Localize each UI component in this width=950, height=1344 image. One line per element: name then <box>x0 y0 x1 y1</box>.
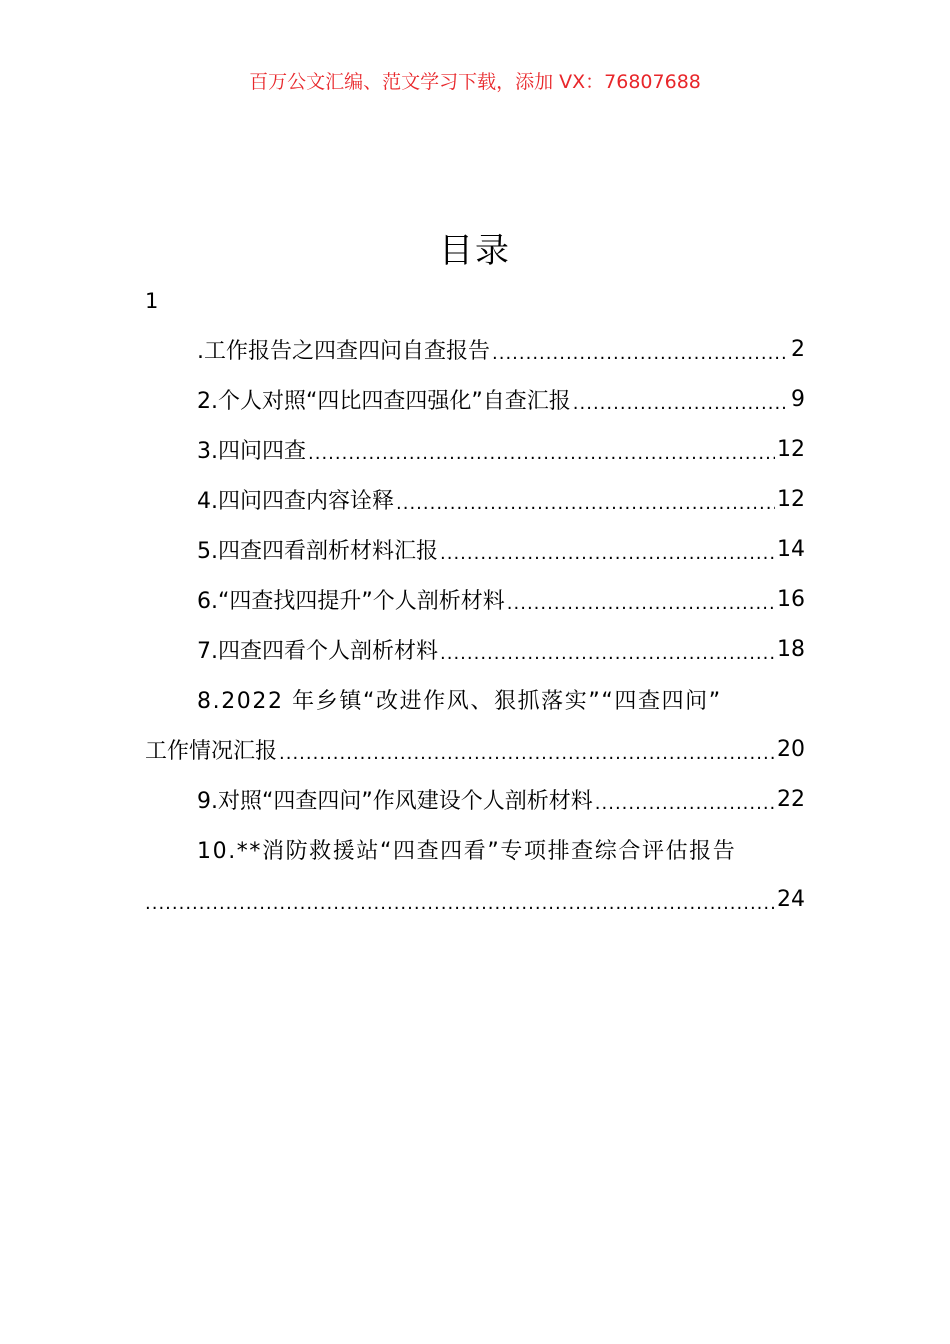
toc-entry-text: 8.2022 年乡镇“改进作风、狠抓落实”“四查四问” <box>197 688 722 714</box>
toc-entry-3[interactable] <box>145 424 805 474</box>
toc-entry-9[interactable] <box>145 774 805 824</box>
toc-dot-leader <box>396 493 775 514</box>
toc-page-number: 9 <box>791 386 805 412</box>
header-ad-note: 百万公文汇编、范文学习下载，添加 VX：76807688 <box>249 71 701 93</box>
toc-page-number: 12 <box>777 486 805 512</box>
toc-dot-leader <box>308 443 775 464</box>
toc-entry-7[interactable] <box>145 624 805 674</box>
toc-page-number: 2 <box>791 336 805 362</box>
toc-entry-text: 4.四问四查内容诠释 <box>197 488 394 514</box>
toc-entry-6[interactable] <box>145 574 805 624</box>
toc-entry-text: 6.“四查找四提升”个人剖析材料 <box>197 588 505 614</box>
table-of-contents <box>145 324 805 924</box>
toc-dot-leader <box>573 393 789 414</box>
toc-entry-text: .工作报告之四查四问自查报告 <box>197 338 490 364</box>
toc-page-number: 22 <box>777 786 805 812</box>
toc-dot-leader <box>440 643 775 664</box>
toc-dot-leader <box>440 543 775 564</box>
toc-entry-4[interactable] <box>145 474 805 524</box>
page-title: 目录 <box>439 231 511 271</box>
toc-dot-leader <box>279 743 775 764</box>
toc-entry-10-line-1[interactable] <box>145 824 805 874</box>
toc-entry-5[interactable] <box>145 524 805 574</box>
toc-entry-text: 7.四查四看个人剖析材料 <box>197 638 438 664</box>
toc-page-number: 20 <box>777 736 805 762</box>
toc-page-number: 18 <box>777 636 805 662</box>
toc-entry-text: 2.个人对照“四比四查四强化”自查汇报 <box>197 388 571 414</box>
toc-page-number: 14 <box>777 536 805 562</box>
toc-page-number: 12 <box>777 436 805 462</box>
toc-page-number: 16 <box>777 586 805 612</box>
toc-dot-leader <box>492 343 789 364</box>
toc-page-number: 24 <box>777 886 805 912</box>
toc-entry-1[interactable] <box>145 324 805 374</box>
toc-entry-2[interactable] <box>145 374 805 424</box>
toc-dot-leader <box>507 593 775 614</box>
toc-entry-text: 9.对照“四查四问”作风建设个人剖析材料 <box>197 788 593 814</box>
toc-entry-text: 3.四问四查 <box>197 438 306 464</box>
toc-lead-number: 1 <box>145 289 159 313</box>
toc-entry-text: 5.四查四看剖析材料汇报 <box>197 538 438 564</box>
toc-entry-text: 工作情况汇报 <box>145 738 278 764</box>
toc-entry-text: 10.**消防救援站“四查四看”专项排查综合评估报告 <box>197 838 737 864</box>
toc-entry-8-line-2[interactable] <box>145 724 805 774</box>
toc-dot-leader <box>595 793 775 814</box>
toc-entry-10-line-2[interactable] <box>145 874 805 924</box>
toc-entry-8-line-1[interactable] <box>145 674 805 724</box>
toc-dot-leader <box>145 893 775 914</box>
